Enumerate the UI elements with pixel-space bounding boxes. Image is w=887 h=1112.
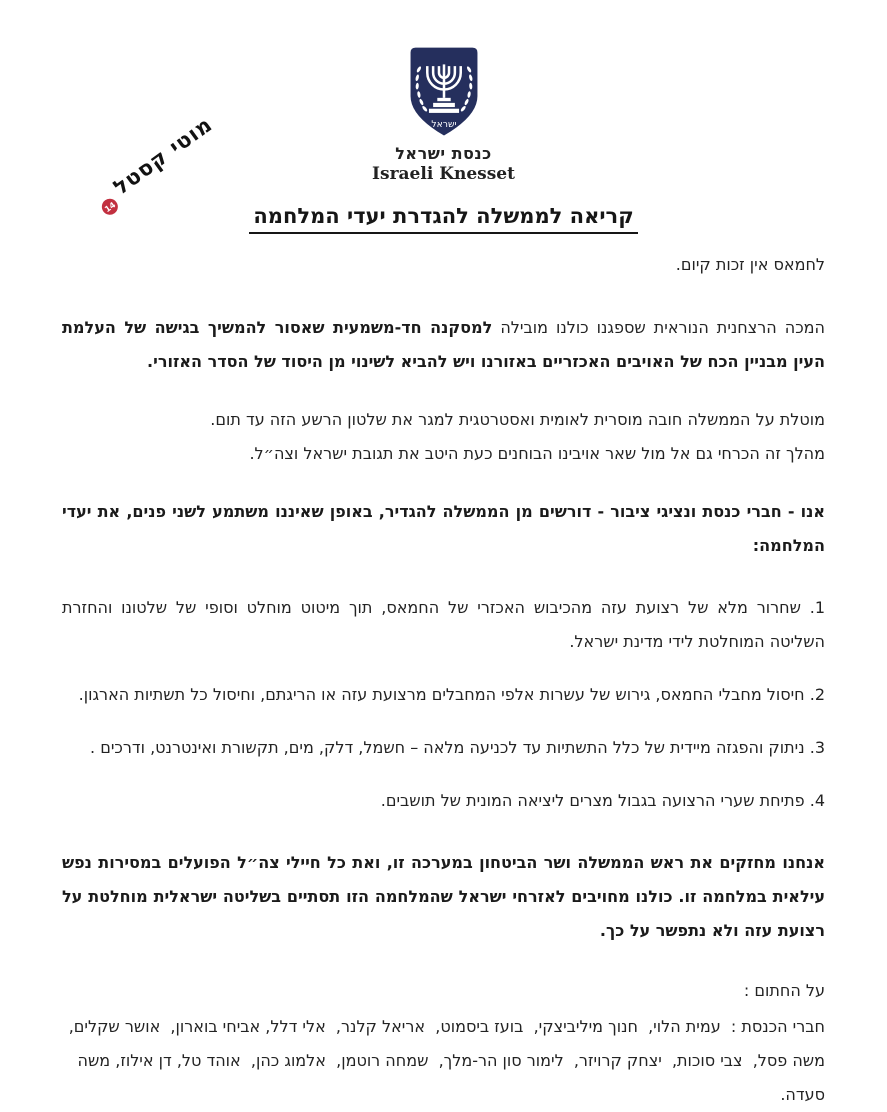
demand-item-4: 4. פתיחת שערי הרצועה בגבול מצרים ליציאה המונית של תושבים.	[380, 791, 825, 810]
moral-duty-line1: מוטלת על הממשלה חובה מוסרית לאומית ואסטרטגית למגר את שלטון הרשע הזה עד תום.	[210, 410, 825, 429]
demand-item-1: 1. שחרור מלא של רצועת עזה מהכיבוש האכזרי של החמאס, תוך מיטוט מוחלט וסופי של שלטונו והחזרת השליטה המוחלטת לידי מדינת ישראל.	[62, 598, 825, 651]
emblem-banner-text: ישראל	[430, 119, 457, 131]
signatories-list: חברי הכנסת : עמית הלוי, חנוך מיליביצקי, בועז ביסמוט, אריאל קלנר, אלי דלל, אביחי בוארון, אושר שקלים, משה פסל, צבי סוכות, יצחק קרויזר, לימור סון הר-מלך, שמחה רוטמן, אלמוג כהן, אוהד טל, דן אילוז, משה סעדה.	[58, 1017, 825, 1104]
paragraph-hamas-no-right: לחמאס אין זכות קיום.	[675, 255, 825, 274]
paragraph-conclusion-bold: למסקנה חד-משמעית שאסור להמשיך בגישה של העלמת העין מבניין הכח של האויבים האכזריים באזורנו ויש להביא לשינוי מן היסוד של הסדר האזורי.	[62, 318, 825, 371]
paragraph-demand-intro: אנו - חברי כנסת ונציגי ציבור - דורשים מן הממשלה להגדיר, באופן שאיננו משתמע לשני פנים, את יעדי המלחמה:	[62, 502, 825, 555]
stamp-name-text: מוטי קסטל	[109, 112, 217, 200]
demand-item-3: 3. ניתוק והפגזה מיידית של כלל התשתיות עד לכניעה מלאה – חשמל, דלק, מים, תקשורת ואינטרנט, ודרכים .	[90, 738, 825, 757]
paragraph-support-statement: אנחנו מחזקים את ראש הממשלה ושר הביטחון במערכה זו, ואת כל חיילי צה״ל הפועלים במסירות נפש עילאית במלחמה זו. כולנו מחויבים לאזרחי ישראל שהמלחמה הזו תסתיים בשליטה ישראלית מוחלטת על רצועת עזה ולא נתפשר על כך.	[62, 853, 825, 940]
demand-item-2: 2. חיסול מחבלי החמאס, גירוש של עשרות אלפי המחבלים מרצועת עזה או הריגתם, וחיסול כל תשתיות הארגון.	[78, 685, 825, 704]
demands-list	[62, 591, 825, 818]
paragraph-conclusion-regular: המכה הרצחנית הנוראית שספגנו כולנו מובילה	[492, 318, 825, 337]
document-title	[0, 204, 887, 234]
moral-duty-line2: מהלך זה הכרחי גם אל מול שאר אויבינו הבוחנים כעת היטב את תגובת ישראל וצה״ל.	[249, 444, 825, 463]
red-seal-icon: 14	[99, 196, 121, 218]
org-name-hebrew: כנסת ישראל	[395, 144, 492, 163]
letterhead	[0, 0, 887, 184]
signed-label: על החתום :	[743, 981, 825, 1000]
org-name-english: Israeli Knesset	[372, 164, 515, 184]
letter-body	[0, 248, 887, 1112]
document-title-text: קריאה לממשלה להגדרת יעדי המלחמה	[249, 204, 637, 234]
knesset-emblem-icon	[402, 46, 486, 138]
paragraph-conclusion	[62, 311, 825, 379]
paragraph-moral-duty	[62, 403, 825, 471]
